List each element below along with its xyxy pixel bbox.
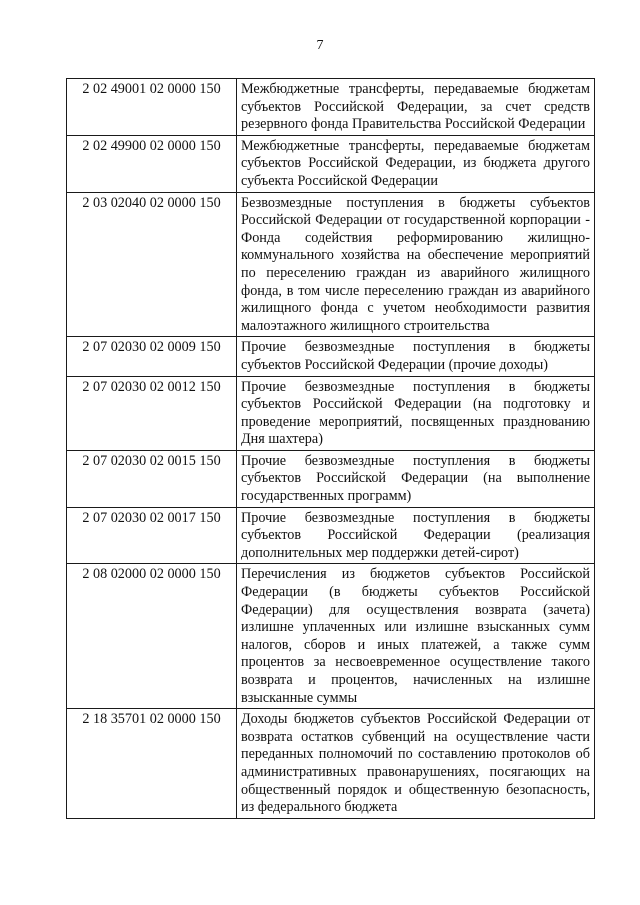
description-cell: Доходы бюджетов субъектов Российской Федерации от возврата остатков субвенций на осуществление части переданных полномочий по составлению протоколов об административных правонарушениях, посягающих на общественный порядок и общественную безопасность, из федерального бюджета [237,709,595,819]
budget-code-cell: 2 03 02040 02 0000 150 [67,192,237,337]
description-cell: Межбюджетные трансферты, передаваемые бюджетам субъектов Российской Федерации, за счет средств резервного фонда Правительства Российской Федерации [237,79,595,136]
budget-code-cell: 2 18 35701 02 0000 150 [67,709,237,819]
budget-code-cell: 2 02 49900 02 0000 150 [67,135,237,192]
table-row [67,709,595,819]
budget-code-cell: 2 07 02030 02 0009 150 [67,337,237,376]
table-row [67,376,595,450]
table-row [67,192,595,337]
description-cell: Прочие безвозмездные поступления в бюджеты субъектов Российской Федерации (на выполнение государственных программ) [237,450,595,507]
description-cell: Безвозмездные поступления в бюджеты субъектов Российской Федерации от государственной корпорации - Фонда содействия реформированию жилищно-коммунального хозяйства на обеспечение мероприятий по переселению граждан из аварийного жилищного фонда, в том числе переселению граждан из аварийного жилищного фонда с учетом необходимости развития малоэтажного жилищного строительства [237,192,595,337]
budget-classification-table [66,78,595,819]
description-cell: Прочие безвозмездные поступления в бюджеты субъектов Российской Федерации (на подготовку и проведение мероприятий, посвященных празднованию Дня шахтера) [237,376,595,450]
table-row [67,79,595,136]
description-cell: Прочие безвозмездные поступления в бюджеты субъектов Российской Федерации (прочие доходы) [237,337,595,376]
budget-code-cell: 2 07 02030 02 0015 150 [67,450,237,507]
budget-code-cell: 2 02 49001 02 0000 150 [67,79,237,136]
table-row [67,507,595,564]
page-number: 7 [316,38,324,53]
description-cell: Перечисления из бюджетов субъектов Российской Федерации (в бюджеты субъектов Российской Федерации) для осуществления возврата (зачета) излишне уплаченных или излишне взысканных сумм налогов, сборов и иных платежей, а также сумм процентов за несвоевременное осуществление такого возврата и процентов, начисленных на излишне взысканные суммы [237,564,595,709]
table-row [67,450,595,507]
description-cell: Межбюджетные трансферты, передаваемые бюджетам субъектов Российской Федерации, из бюджета другого субъекта Российской Федерации [237,135,595,192]
budget-code-cell: 2 07 02030 02 0017 150 [67,507,237,564]
budget-code-cell: 2 08 02000 02 0000 150 [67,564,237,709]
table-row [67,337,595,376]
table-row [67,564,595,709]
budget-code-cell: 2 07 02030 02 0012 150 [67,376,237,450]
table-row [67,135,595,192]
description-cell: Прочие безвозмездные поступления в бюджеты субъектов Российской Федерации (реализация дополнительных мер поддержки детей-сирот) [237,507,595,564]
